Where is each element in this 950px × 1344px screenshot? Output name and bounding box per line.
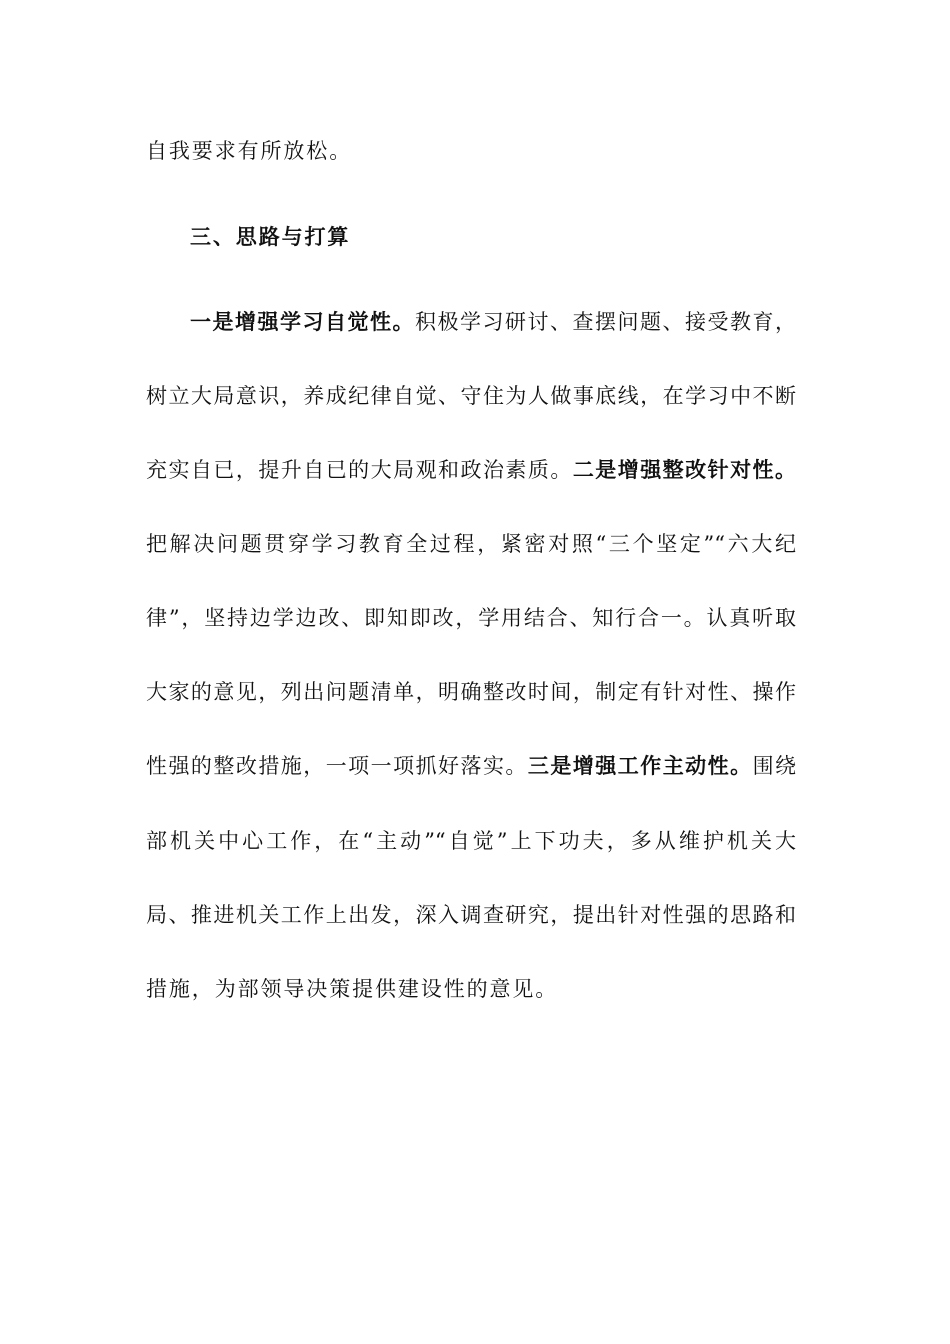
text-run: 部机关中心工作，在“主动”“自觉”上下功夫，多从维护机关大: [146, 829, 796, 853]
text-line: [146, 381, 796, 411]
bold-lead-text: 三是增强工作主动性。: [527, 754, 753, 778]
text-run: 措施，为部领导决策提供建设性的意见。: [146, 977, 559, 1001]
text-run: 积极学习研讨、查摆问题、接受教育，: [415, 310, 796, 334]
text-run: 大家的意见，列出问题清单，明确整改时间，制定有针对性、操作: [146, 680, 796, 704]
text-run: 自我要求有所放松。: [146, 139, 353, 163]
text-line: [146, 603, 796, 633]
text-line: [146, 751, 796, 781]
text-run: 律”，坚持边学边改、即知即改，学用结合、知行合一。认真听取: [146, 606, 796, 630]
text-line: [146, 826, 796, 856]
text-line: [146, 974, 796, 1004]
text-run: 树立大局意识，养成纪律自觉、守住为人做事底线，在学习中不断: [146, 384, 796, 408]
text-run: 围绕: [752, 754, 796, 778]
text-line: [146, 677, 796, 707]
text-line: [146, 529, 796, 559]
text-line: [190, 307, 796, 337]
bold-lead-text: 一是增强学习自觉性。: [190, 310, 415, 334]
text-line: [146, 136, 796, 166]
text-line: [146, 455, 796, 485]
text-run: 局、推进机关工作上出发，深入调查研究，提出针对性强的思路和: [146, 903, 796, 927]
text-run: 充实自已，提升自已的大局观和政治素质。: [146, 458, 573, 482]
section-heading: 三、思路与打算: [190, 225, 351, 249]
text-line: [146, 900, 796, 930]
bold-lead-text: 二是增强整改针对性。: [572, 458, 796, 482]
text-run: 性强的整改措施，一项一项抓好落实。: [146, 754, 528, 778]
text-run: 把解决问题贯穿学习教育全过程，紧密对照“三个坚定”“六大纪: [146, 532, 796, 556]
